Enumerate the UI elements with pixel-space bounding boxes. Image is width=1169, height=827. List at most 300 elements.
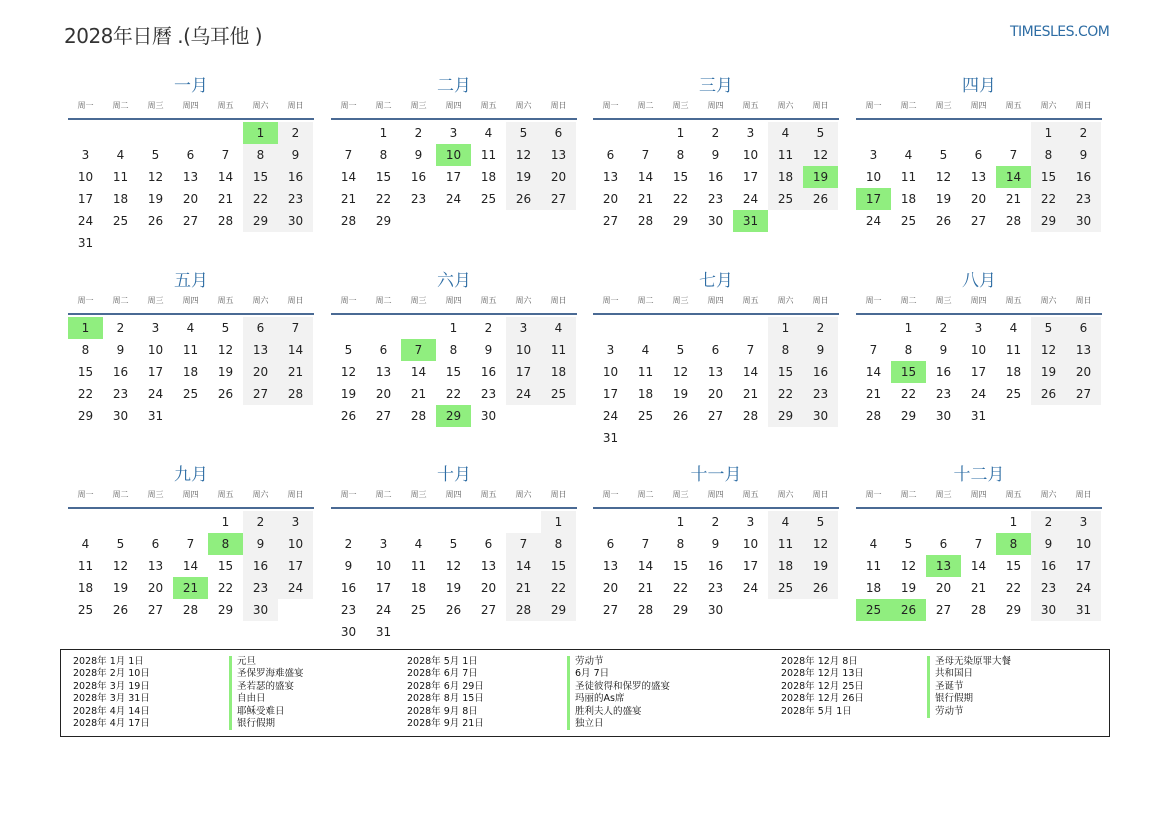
day-cell: 15 (1031, 166, 1066, 188)
day-cell: 15 (672, 170, 689, 184)
day-cell: 6 (484, 537, 493, 551)
weekday-label: 周二 (112, 490, 129, 499)
day-cell: 3 (869, 148, 878, 162)
day-cell: 3 (746, 126, 755, 140)
weekday-label: 周日 (287, 490, 304, 499)
month-name: 六月 (437, 271, 471, 291)
weekday-label: 周二 (900, 296, 917, 305)
day-cell: 28 (340, 214, 357, 228)
day-cell: 3 (606, 343, 615, 357)
day-cell: 7 (746, 343, 755, 357)
day-cell: 10 (742, 537, 759, 551)
day-cell: 19 (1031, 361, 1066, 383)
empty-cell (628, 317, 663, 339)
day-cell: 15 (541, 555, 576, 577)
day-grid (593, 511, 839, 621)
day-cell: 1 (1031, 122, 1066, 144)
weekday-label: 周一 (602, 490, 619, 499)
day-cell: 30 (1031, 599, 1066, 621)
holiday-day-cell: 14 (996, 166, 1031, 188)
day-cell: 14 (278, 339, 313, 361)
holiday-date: 2028年 4月 17日 (73, 718, 150, 730)
empty-cell (628, 122, 663, 144)
day-cell: 23 (278, 188, 313, 210)
empty-cell (331, 122, 366, 144)
day-cell: 21 (637, 192, 654, 206)
day-cell: 21 (278, 361, 313, 383)
day-cell: 10 (278, 533, 313, 555)
day-cell: 28 (1005, 214, 1022, 228)
month-block (331, 72, 577, 232)
day-cell: 7 (974, 537, 983, 551)
day-cell: 2 (414, 126, 423, 140)
holiday-date: 2028年 12月 26日 (781, 693, 864, 705)
day-cell: 5 (1031, 317, 1066, 339)
empty-cell (68, 511, 103, 533)
day-cell: 30 (1066, 210, 1101, 232)
holiday-name: 独立日 (575, 718, 604, 730)
day-cell: 23 (707, 581, 724, 595)
day-cell: 4 (1009, 321, 1018, 335)
day-cell: 12 (935, 170, 952, 184)
weekday-label: 周日 (1075, 101, 1092, 110)
day-cell: 10 (77, 170, 94, 184)
month-block (68, 267, 314, 427)
weekday-label: 周三 (147, 296, 164, 305)
holiday-name: 圣若瑟的盛宴 (237, 680, 295, 692)
day-cell: 9 (711, 537, 720, 551)
day-cell: 31 (147, 409, 164, 423)
day-cell: 31 (602, 431, 619, 445)
day-cell: 1 (676, 515, 685, 529)
day-cell: 18 (768, 555, 803, 577)
month-name: 五月 (174, 271, 208, 291)
day-cell: 13 (375, 365, 392, 379)
day-cell: 22 (77, 387, 94, 401)
weekday-label: 周三 (410, 101, 427, 110)
month-name: 二月 (437, 76, 471, 96)
day-cell: 28 (182, 603, 199, 617)
weekday-label: 周五 (742, 296, 759, 305)
holiday-name: 自由日 (237, 693, 266, 705)
day-cell: 4 (116, 148, 125, 162)
day-cell: 4 (641, 343, 650, 357)
weekday-label: 周四 (707, 490, 724, 499)
day-cell: 16 (935, 365, 952, 379)
holiday-day-cell: 31 (733, 210, 768, 232)
day-cell: 9 (484, 343, 493, 357)
day-cell: 31 (1066, 599, 1101, 621)
day-cell: 23 (803, 383, 838, 405)
weekday-label: 周一 (865, 296, 882, 305)
weekday-label: 周一 (77, 490, 94, 499)
holiday-day-cell: 7 (401, 339, 436, 361)
day-cell: 20 (935, 581, 952, 595)
day-cell: 14 (637, 170, 654, 184)
day-cell: 12 (445, 559, 462, 573)
day-cell: 19 (112, 581, 129, 595)
day-cell: 10 (970, 343, 987, 357)
day-cell: 2 (344, 537, 353, 551)
month-name: 九月 (174, 465, 208, 485)
day-cell: 2 (1031, 511, 1066, 533)
day-cell: 18 (480, 170, 497, 184)
day-cell: 13 (480, 559, 497, 573)
day-cell: 22 (900, 387, 917, 401)
day-cell: 14 (742, 365, 759, 379)
day-cell: 2 (278, 122, 313, 144)
day-cell: 27 (602, 214, 619, 228)
day-cell: 16 (112, 365, 129, 379)
day-cell: 21 (742, 387, 759, 401)
day-cell: 18 (865, 581, 882, 595)
day-cell: 29 (900, 409, 917, 423)
day-grid (856, 122, 1102, 232)
weekday-label: 周一 (602, 101, 619, 110)
day-cell: 2 (711, 515, 720, 529)
day-cell: 23 (340, 603, 357, 617)
day-cell: 18 (541, 361, 576, 383)
holiday-day-cell: 10 (436, 144, 471, 166)
day-cell: 24 (742, 192, 759, 206)
empty-cell (208, 122, 243, 144)
day-cell: 28 (970, 603, 987, 617)
holiday-date: 2028年 8月 15日 (407, 693, 484, 705)
weekday-label: 周三 (935, 296, 952, 305)
day-cell: 27 (935, 603, 952, 617)
day-cell: 14 (506, 555, 541, 577)
empty-cell (856, 122, 891, 144)
day-cell: 4 (186, 321, 195, 335)
weekday-header (331, 295, 577, 315)
empty-cell (733, 317, 768, 339)
day-cell: 5 (803, 511, 838, 533)
weekday-label: 周六 (1040, 490, 1057, 499)
day-cell: 5 (449, 537, 458, 551)
day-cell: 12 (340, 365, 357, 379)
weekday-label: 周三 (147, 490, 164, 499)
day-cell: 2 (243, 511, 278, 533)
weekday-label: 周四 (970, 296, 987, 305)
holiday-day-cell: 21 (173, 577, 208, 599)
site-link[interactable]: TIMESLES.COM (1010, 24, 1110, 40)
day-cell: 13 (1066, 339, 1101, 361)
weekday-label: 周日 (287, 296, 304, 305)
day-cell: 17 (506, 361, 541, 383)
day-grid (593, 122, 839, 232)
day-cell: 18 (410, 581, 427, 595)
day-cell: 27 (602, 603, 619, 617)
day-cell: 5 (904, 537, 913, 551)
day-cell: 11 (112, 170, 129, 184)
weekday-label: 周日 (812, 296, 829, 305)
day-cell: 19 (506, 166, 541, 188)
empty-cell (401, 317, 436, 339)
holiday-name: 银行假期 (935, 693, 974, 705)
day-cell: 12 (672, 365, 689, 379)
holiday-dates-col-3 (781, 656, 864, 718)
day-cell: 5 (344, 343, 353, 357)
day-cell: 8 (676, 148, 685, 162)
holiday-day-cell: 17 (856, 188, 891, 210)
day-cell: 1 (449, 321, 458, 335)
day-cell: 23 (1066, 188, 1101, 210)
day-cell: 10 (1066, 533, 1101, 555)
month-block (593, 267, 839, 449)
holiday-dates-col-1 (73, 656, 150, 730)
day-cell: 20 (1066, 361, 1101, 383)
day-cell: 22 (375, 192, 392, 206)
day-cell: 24 (375, 603, 392, 617)
day-cell: 21 (217, 192, 234, 206)
weekday-label: 周一 (340, 296, 357, 305)
day-cell: 7 (641, 537, 650, 551)
weekday-label: 周四 (445, 490, 462, 499)
day-cell: 13 (602, 170, 619, 184)
weekday-label: 周六 (1040, 101, 1057, 110)
weekday-label: 周五 (217, 101, 234, 110)
day-cell: 25 (480, 192, 497, 206)
day-cell: 5 (939, 148, 948, 162)
day-cell: 17 (602, 387, 619, 401)
day-cell: 4 (81, 537, 90, 551)
day-cell: 29 (672, 603, 689, 617)
day-cell: 9 (1066, 144, 1101, 166)
day-cell: 27 (541, 188, 576, 210)
holiday-name: 6月 7日 (575, 668, 610, 680)
day-cell: 17 (742, 559, 759, 573)
day-cell: 20 (541, 166, 576, 188)
day-cell: 12 (900, 559, 917, 573)
weekday-label: 周一 (77, 101, 94, 110)
day-cell: 18 (637, 387, 654, 401)
day-cell: 22 (217, 581, 234, 595)
day-cell: 9 (243, 533, 278, 555)
weekday-label: 周日 (812, 490, 829, 499)
day-cell: 22 (672, 192, 689, 206)
holiday-date: 2028年 2月 10日 (73, 668, 150, 680)
empty-cell (173, 511, 208, 533)
day-cell: 1 (221, 515, 230, 529)
day-cell: 25 (768, 188, 803, 210)
month-block (331, 267, 577, 427)
day-cell: 20 (375, 387, 392, 401)
day-cell: 27 (970, 214, 987, 228)
weekday-label: 周五 (1005, 101, 1022, 110)
empty-cell (103, 511, 138, 533)
holiday-names-col-2 (567, 656, 670, 730)
day-cell: 10 (147, 343, 164, 357)
day-cell: 27 (1066, 383, 1101, 405)
day-cell: 7 (506, 533, 541, 555)
day-cell: 19 (935, 192, 952, 206)
day-cell: 4 (484, 126, 493, 140)
month-name: 一月 (174, 76, 208, 96)
weekday-label: 周日 (812, 101, 829, 110)
day-cell: 20 (147, 581, 164, 595)
day-cell: 24 (865, 214, 882, 228)
day-cell: 26 (340, 409, 357, 423)
day-cell: 14 (182, 559, 199, 573)
day-cell: 12 (147, 170, 164, 184)
day-cell: 3 (81, 148, 90, 162)
day-cell: 12 (803, 144, 838, 166)
day-grid (68, 122, 314, 254)
day-cell: 8 (541, 533, 576, 555)
day-cell: 17 (77, 192, 94, 206)
weekday-header (593, 295, 839, 315)
day-cell: 17 (445, 170, 462, 184)
day-cell: 5 (151, 148, 160, 162)
day-cell: 12 (1031, 339, 1066, 361)
weekday-label: 周三 (147, 101, 164, 110)
day-cell: 20 (243, 361, 278, 383)
holiday-date: 2028年 12月 25日 (781, 680, 864, 692)
day-cell: 26 (217, 387, 234, 401)
day-cell: 25 (768, 577, 803, 599)
holiday-legend (60, 649, 1110, 737)
weekday-label: 周四 (445, 101, 462, 110)
day-cell: 28 (278, 383, 313, 405)
day-cell: 17 (375, 581, 392, 595)
day-cell: 24 (970, 387, 987, 401)
day-cell: 13 (147, 559, 164, 573)
holiday-name: 玛丽的As席 (575, 693, 625, 705)
day-cell: 17 (1066, 555, 1101, 577)
day-cell: 29 (768, 405, 803, 427)
holiday-date: 2028年 6月 29日 (407, 680, 484, 692)
day-cell: 3 (1066, 511, 1101, 533)
day-cell: 30 (112, 409, 129, 423)
weekday-label: 周五 (480, 296, 497, 305)
day-cell: 27 (147, 603, 164, 617)
weekday-label: 周二 (900, 490, 917, 499)
weekday-header (331, 100, 577, 120)
day-cell: 13 (182, 170, 199, 184)
month-name: 十一月 (690, 465, 742, 485)
day-cell: 22 (445, 387, 462, 401)
empty-cell (436, 511, 471, 533)
day-cell: 19 (803, 555, 838, 577)
day-cell: 6 (243, 317, 278, 339)
holiday-date: 2028年 4月 14日 (73, 705, 150, 717)
holiday-day-cell: 13 (926, 555, 961, 577)
day-cell: 27 (182, 214, 199, 228)
holiday-day-cell: 1 (68, 317, 103, 339)
month-name: 三月 (699, 76, 733, 96)
weekday-header (68, 489, 314, 509)
day-cell: 6 (939, 537, 948, 551)
day-cell: 29 (1031, 210, 1066, 232)
empty-cell (366, 511, 401, 533)
weekday-label: 周二 (637, 101, 654, 110)
weekday-label: 周三 (410, 490, 427, 499)
day-cell: 16 (480, 365, 497, 379)
day-cell: 27 (243, 383, 278, 405)
day-cell: 23 (410, 192, 427, 206)
day-cell: 11 (865, 559, 882, 573)
day-cell: 14 (217, 170, 234, 184)
day-cell: 25 (410, 603, 427, 617)
day-cell: 21 (410, 387, 427, 401)
day-cell: 17 (278, 555, 313, 577)
holiday-day-cell: 19 (803, 166, 838, 188)
day-cell: 3 (379, 537, 388, 551)
day-cell: 9 (1031, 533, 1066, 555)
day-grid (856, 511, 1102, 621)
holiday-name: 劳动节 (935, 705, 964, 717)
holiday-date: 2028年 1月 1日 (73, 656, 144, 667)
day-cell: 30 (803, 405, 838, 427)
day-cell: 24 (147, 387, 164, 401)
weekday-label: 周六 (252, 296, 269, 305)
day-cell: 24 (445, 192, 462, 206)
empty-cell (331, 511, 366, 533)
day-cell: 12 (217, 343, 234, 357)
day-cell: 3 (506, 317, 541, 339)
weekday-label: 周六 (777, 101, 794, 110)
empty-cell (628, 511, 663, 533)
day-cell: 9 (711, 148, 720, 162)
day-cell: 30 (340, 625, 357, 639)
weekday-label: 周五 (217, 490, 234, 499)
day-cell: 26 (672, 409, 689, 423)
day-cell: 11 (900, 170, 917, 184)
weekday-label: 周五 (1005, 490, 1022, 499)
day-cell: 11 (541, 339, 576, 361)
day-cell: 14 (970, 559, 987, 573)
day-cell: 26 (445, 603, 462, 617)
empty-cell (138, 511, 173, 533)
weekday-header (593, 100, 839, 120)
weekday-label: 周日 (287, 101, 304, 110)
day-cell: 28 (506, 599, 541, 621)
holiday-name: 耶稣受难日 (237, 705, 285, 717)
day-cell: 30 (935, 409, 952, 423)
day-cell: 15 (375, 170, 392, 184)
weekday-label: 周六 (777, 296, 794, 305)
day-grid (331, 317, 577, 427)
day-cell: 17 (970, 365, 987, 379)
month-block (856, 461, 1102, 621)
day-cell: 11 (480, 148, 497, 162)
day-cell: 26 (803, 188, 838, 210)
month-name: 四月 (962, 76, 996, 96)
weekday-label: 周四 (707, 101, 724, 110)
day-cell: 12 (112, 559, 129, 573)
day-cell: 5 (676, 343, 685, 357)
day-cell: 9 (116, 343, 125, 357)
day-cell: 7 (186, 537, 195, 551)
day-cell: 11 (768, 533, 803, 555)
day-cell: 25 (541, 383, 576, 405)
day-cell: 10 (865, 170, 882, 184)
day-cell: 19 (217, 365, 234, 379)
weekday-label: 周二 (375, 296, 392, 305)
day-cell: 7 (1009, 148, 1018, 162)
day-cell: 25 (637, 409, 654, 423)
weekday-label: 周日 (1075, 296, 1092, 305)
weekday-label: 周六 (1040, 296, 1057, 305)
weekday-label: 周六 (777, 490, 794, 499)
day-cell: 30 (243, 599, 278, 621)
weekday-label: 周五 (480, 490, 497, 499)
empty-cell (593, 511, 628, 533)
day-cell: 18 (182, 365, 199, 379)
weekday-label: 周一 (602, 296, 619, 305)
month-block (856, 72, 1102, 232)
day-cell: 5 (803, 122, 838, 144)
